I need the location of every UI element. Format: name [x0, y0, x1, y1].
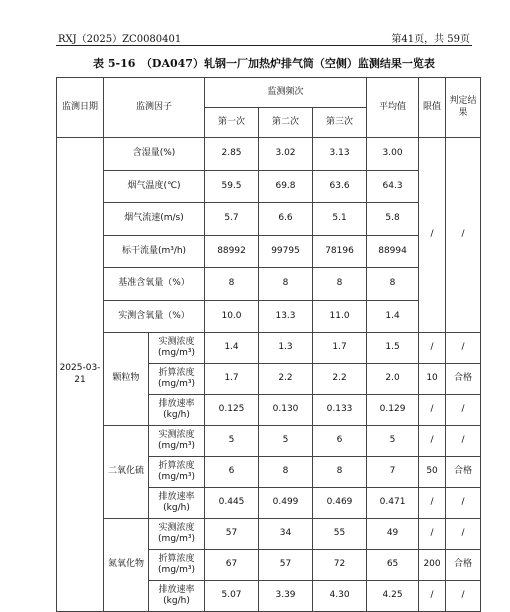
cell-limit: / [419, 426, 446, 457]
cell-value: 2.2 [259, 364, 313, 395]
cell-value: 6 [313, 426, 367, 457]
pollutant-name: 氮氧化物 [104, 519, 149, 612]
cell-average: 65 [367, 550, 419, 581]
cell-average: 1.5 [367, 333, 419, 364]
cell-average: 7 [367, 457, 419, 488]
table-row [57, 138, 481, 171]
sub-factor-label: 折算浓度 (mg/m³) [149, 550, 205, 581]
cell-value: 1.4 [205, 333, 259, 364]
cell-value: 8 [313, 268, 367, 301]
page-header [58, 30, 470, 46]
cell-average: 0.129 [367, 395, 419, 426]
sub-factor-label: 实测浓度 (mg/m³) [149, 426, 205, 457]
cell-result: 合格 [446, 457, 481, 488]
cell-limit: / [419, 519, 446, 550]
col-second-header: 第二次 [259, 108, 313, 138]
cell-average: 49 [367, 519, 419, 550]
cell-average: 5.8 [367, 203, 419, 236]
cell-value: 3.02 [259, 138, 313, 171]
col-limit-header: 限值 [419, 78, 446, 138]
cell-value: 5.1 [313, 203, 367, 236]
cell-value: 10.0 [205, 300, 259, 333]
document-id: RXJ（2025）ZC0080401 [58, 34, 182, 45]
cell-value: 55 [313, 519, 367, 550]
cell-limit: / [419, 488, 446, 519]
cell-limit: 200 [419, 550, 446, 581]
page-number: 第41页，共 59页 [391, 34, 470, 45]
cell-result: 合格 [446, 364, 481, 395]
cell-value: 0.130 [259, 395, 313, 426]
cell-average: 0.471 [367, 488, 419, 519]
cell-value: 5 [259, 426, 313, 457]
table-row [57, 268, 481, 301]
col-average-header: 平均值 [367, 78, 419, 138]
param-name: 基准含氧量（%） [104, 268, 205, 301]
header-rule [56, 45, 472, 46]
cell-average: 2.0 [367, 364, 419, 395]
cell-value: 67 [205, 550, 259, 581]
cell-value: 34 [259, 519, 313, 550]
cell-result: / [446, 519, 481, 550]
cell-result: / [446, 581, 481, 612]
cell-average: 1.4 [367, 300, 419, 333]
param-name: 标干流量(m³/h) [104, 235, 205, 268]
cell-limit: / [419, 395, 446, 426]
cell-value: 8 [313, 457, 367, 488]
sub-factor-label: 折算浓度 (mg/m³) [149, 457, 205, 488]
cell-value: 99795 [259, 235, 313, 268]
cell-value: 4.30 [313, 581, 367, 612]
cell-value: 88992 [205, 235, 259, 268]
cell-value: 2.85 [205, 138, 259, 171]
cell-value: 6.6 [259, 203, 313, 236]
sub-factor-label: 实测浓度 (mg/m³) [149, 333, 205, 364]
sub-factor-label: 排放速率 (kg/h) [149, 581, 205, 612]
cell-limit: / [419, 581, 446, 612]
cell-value: 11.0 [313, 300, 367, 333]
cell-value: 69.8 [259, 170, 313, 203]
cell-value: 13.3 [259, 300, 313, 333]
sub-factor-label: 排放速率 (kg/h) [149, 395, 205, 426]
cell-value: 5.7 [205, 203, 259, 236]
cell-value: 63.6 [313, 170, 367, 203]
cell-result: / [446, 488, 481, 519]
table-row [57, 203, 481, 236]
cell-value: 0.499 [259, 488, 313, 519]
param-name: 实测含氧量（%） [104, 300, 205, 333]
cell-value: 6 [205, 457, 259, 488]
cell-value: 1.3 [259, 333, 313, 364]
cell-average: 4.25 [367, 581, 419, 612]
cell-result: / [446, 426, 481, 457]
sub-factor-label: 折算浓度 (mg/m³) [149, 364, 205, 395]
cell-value: 59.5 [205, 170, 259, 203]
col-first-header: 第一次 [205, 108, 259, 138]
table-row [57, 426, 481, 457]
cell-result: / [446, 395, 481, 426]
param-name: 烟气流速(m/s) [104, 203, 205, 236]
cell-average: 5 [367, 426, 419, 457]
cell-average: 8 [367, 268, 419, 301]
param-name: 烟气温度(℃) [104, 170, 205, 203]
cell-value: 8 [259, 268, 313, 301]
cell-limit: 10 [419, 364, 446, 395]
sub-factor-label: 实测浓度 (mg/m³) [149, 519, 205, 550]
table-row [57, 235, 481, 268]
table-row [57, 519, 481, 550]
cell-value: 3.13 [313, 138, 367, 171]
pollutant-name: 颗粒物 [104, 333, 149, 426]
monitoring-date: 2025-03-21 [57, 138, 104, 612]
cell-value: 0.125 [205, 395, 259, 426]
shared-result: / [446, 138, 481, 333]
cell-value: 5.07 [205, 581, 259, 612]
cell-result: 合格 [446, 550, 481, 581]
cell-average: 64.3 [367, 170, 419, 203]
cell-value: 8 [259, 457, 313, 488]
cell-value: 8 [205, 268, 259, 301]
cell-value: 0.445 [205, 488, 259, 519]
cell-value: 0.133 [313, 395, 367, 426]
table-title: 表 5-16 （DA047）轧钢一厂加热炉排气筒（空侧）监测结果一览表 [93, 57, 435, 70]
table-row [57, 300, 481, 333]
cell-value: 57 [205, 519, 259, 550]
cell-average: 88994 [367, 235, 419, 268]
cell-limit: 50 [419, 457, 446, 488]
cell-value: 0.469 [313, 488, 367, 519]
cell-limit: / [419, 333, 446, 364]
cell-value: 72 [313, 550, 367, 581]
col-factor-header: 监测因子 [104, 78, 205, 138]
table-row [57, 333, 481, 364]
col-frequency-header: 监测频次 [205, 78, 367, 108]
cell-value: 1.7 [313, 333, 367, 364]
cell-value: 1.7 [205, 364, 259, 395]
cell-value: 57 [259, 550, 313, 581]
col-third-header: 第三次 [313, 108, 367, 138]
cell-value: 2.2 [313, 364, 367, 395]
cell-value: 3.39 [259, 581, 313, 612]
cell-value: 78196 [313, 235, 367, 268]
col-date-header: 监测日期 [57, 78, 104, 138]
shared-limit: / [419, 138, 446, 333]
param-name: 含湿量(%) [104, 138, 205, 171]
col-result-header: 判定结果 [446, 78, 481, 138]
pollutant-name: 二氧化硫 [104, 426, 149, 519]
cell-average: 3.00 [367, 138, 419, 171]
monitoring-results-table [56, 77, 481, 612]
cell-value: 5 [205, 426, 259, 457]
cell-result: / [446, 333, 481, 364]
table-row [57, 170, 481, 203]
sub-factor-label: 排放速率 (kg/h) [149, 488, 205, 519]
